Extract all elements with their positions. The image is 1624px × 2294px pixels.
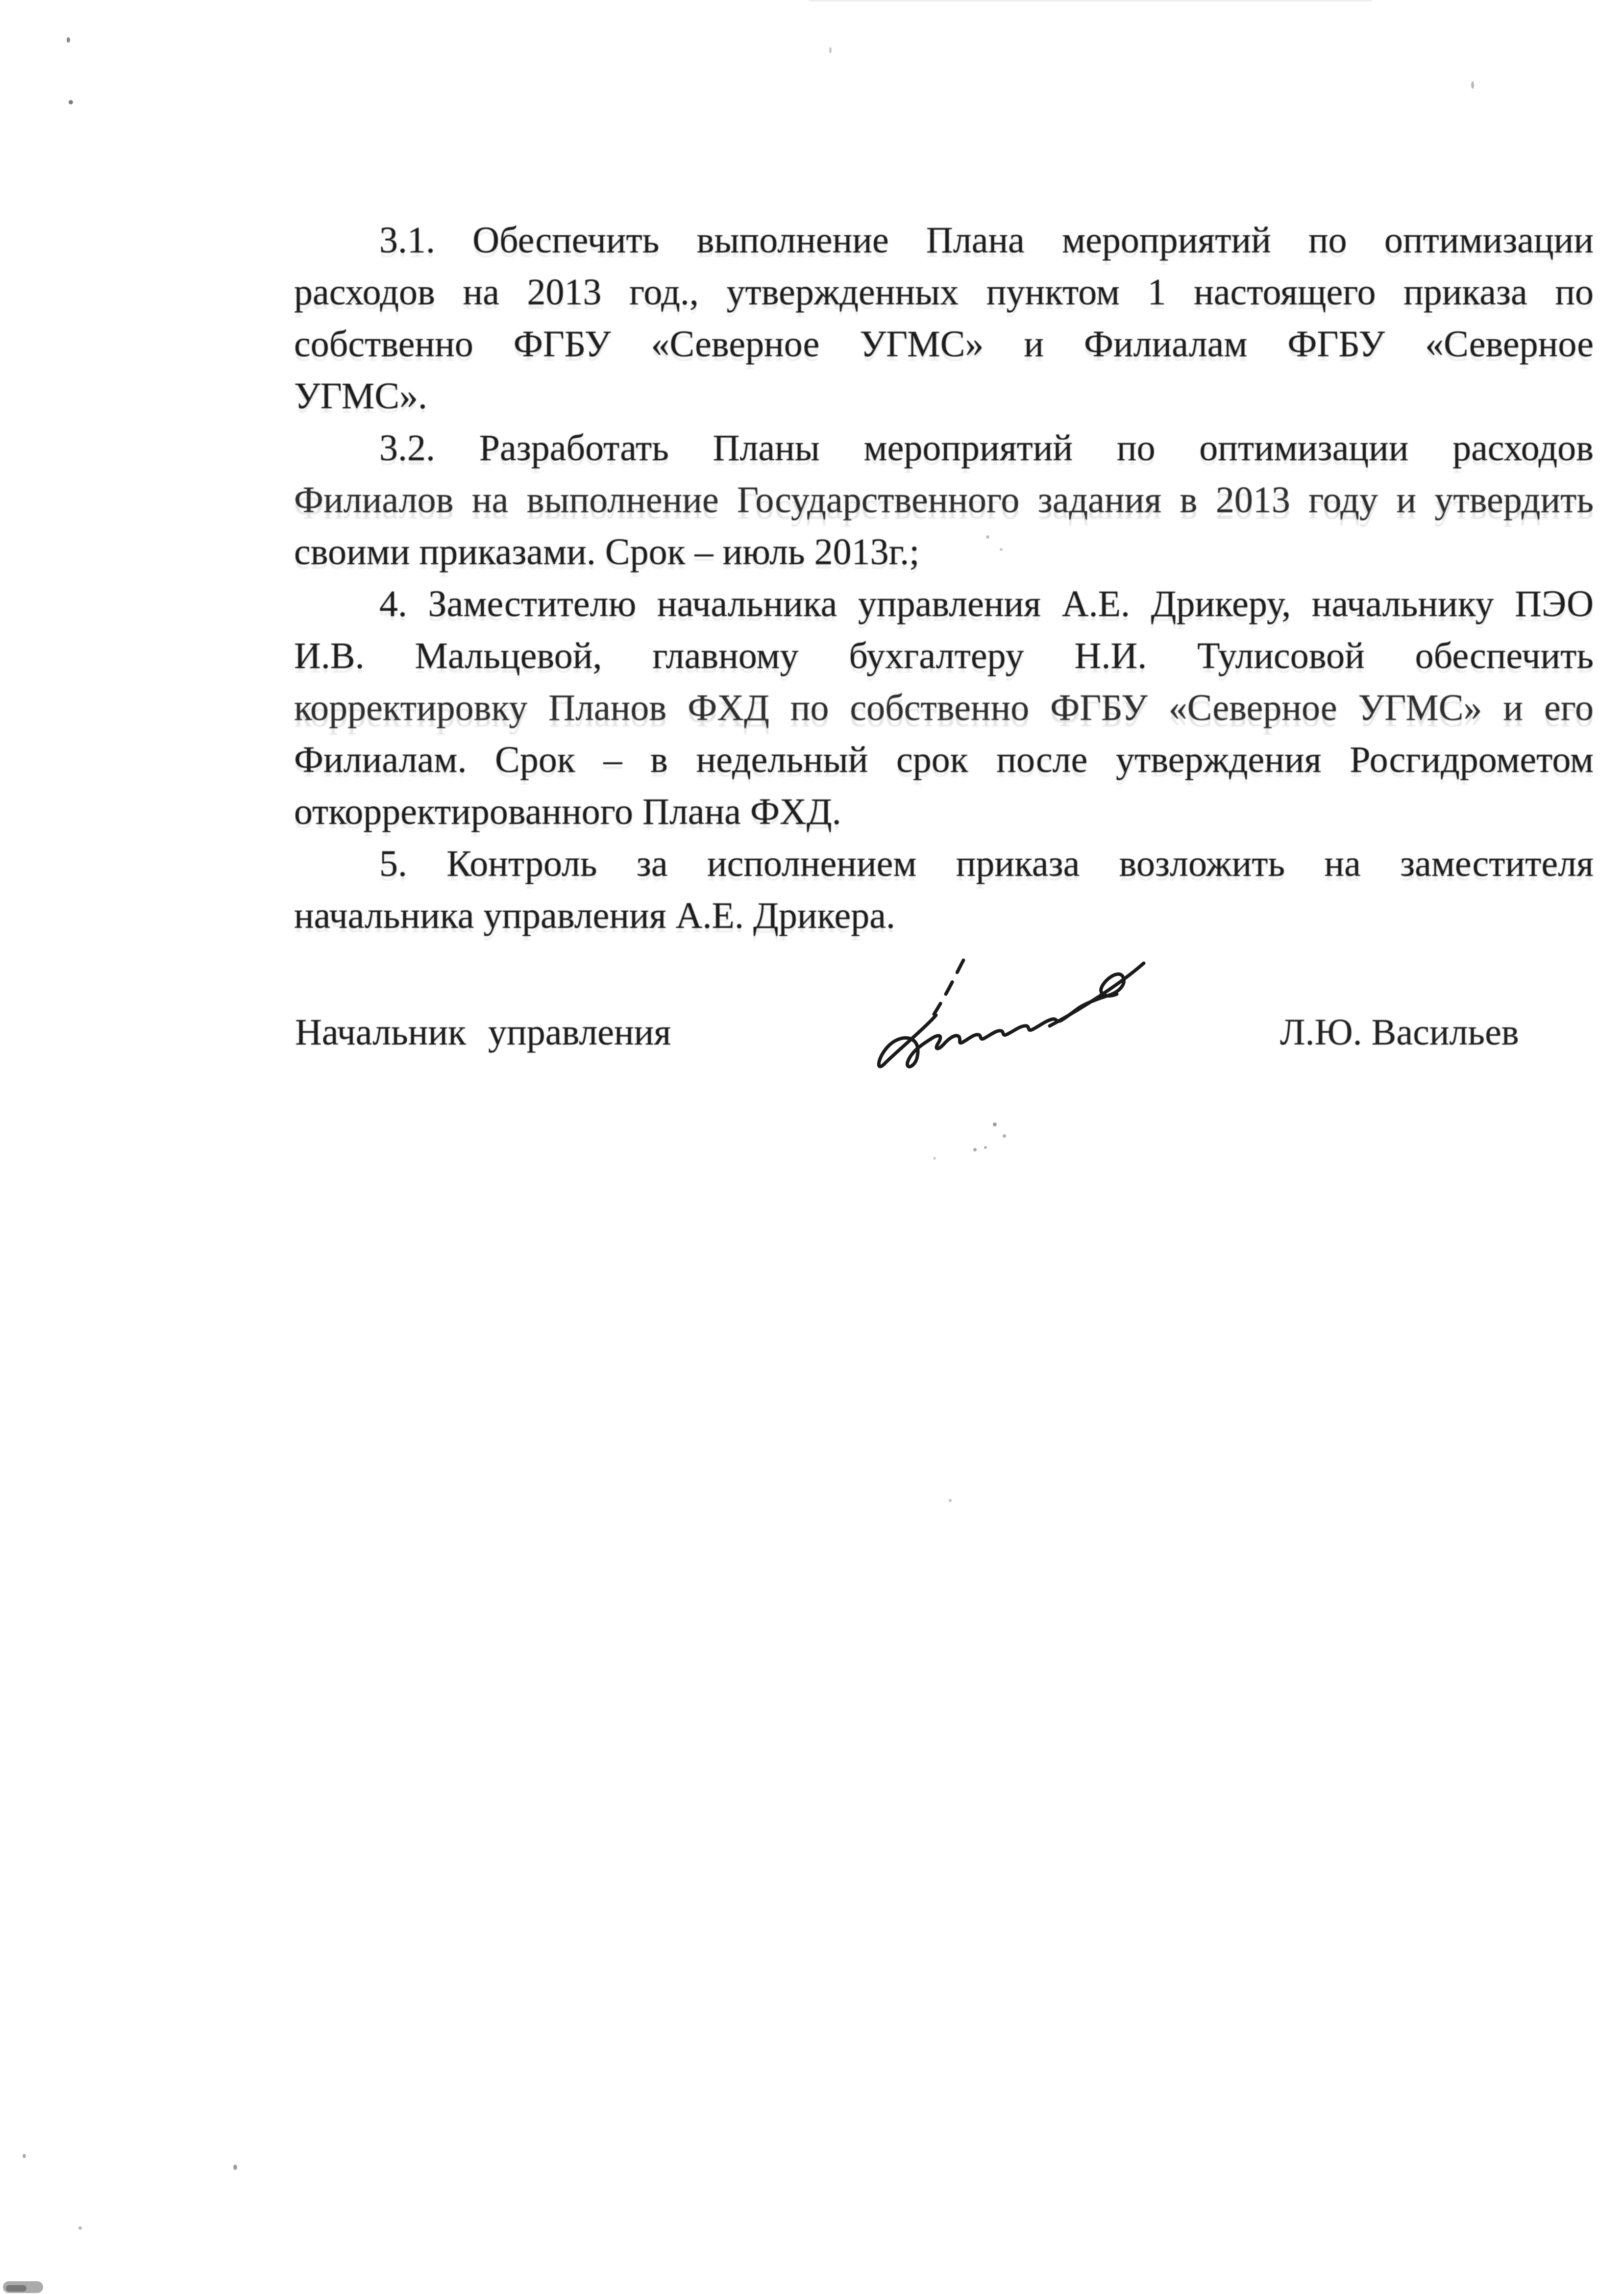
scan-speck [973,1148,977,1151]
text-line: 3.2. Разработать Планы мероприятий по оптимизации расходов [379,427,1594,469]
scan-speck [949,1499,952,1502]
signature-pen-lift-stroke [934,960,963,1014]
text-line: собственно ФГБУ «Северное УГМС» и Филиалам ФГБУ «Северное [294,324,1594,365]
scan-speck [1003,1134,1006,1138]
text-line: своими приказами. Срок – июль 2013г.; [294,531,920,573]
scan-speck [1471,81,1474,89]
text-line: Филиалам. Срок – в недельный срок после утверждения Росгидрометом [294,739,1594,780]
signer-name: Л.Ю. Васильев [1280,1012,1519,1053]
scan-speck [986,535,989,539]
paragraph-4 [294,578,1594,838]
signature-loop-stroke [1078,974,1124,1009]
text-line: 5. Контроль за исполнением приказа возложить на заместителя [379,843,1594,884]
scan-speck [67,37,70,43]
text-line: начальника управления А.Е. Дрикера. [294,895,895,936]
text-line: расходов на 2013 год., утвержденных пунктом 1 настоящего приказа по [294,272,1594,313]
scan-speck [78,2226,82,2230]
body-text [294,214,1594,942]
text-line: откорректированного Плана ФХД. [294,791,841,832]
text-line: 4. Заместителю начальника управления А.Е. Дрикеру, начальнику ПЭО [379,583,1594,624]
scan-speck [933,1157,936,1160]
scan-speck [984,1146,987,1149]
scan-edge-artifact [809,0,1372,1]
scan-speck [993,1122,997,1126]
scan-speck [233,2165,237,2170]
paragraph-5 [294,838,1594,942]
text-line: корректировку Планов ФХД по собственно ФГБУ «Северное УГМС» и его [294,687,1594,728]
text-line: 3.1. Обеспечить выполнение Плана мероприятий по оптимизации [379,220,1594,261]
scan-speck [829,47,832,53]
signature-flourish-stroke [1050,963,1144,1026]
text-line: Филиалов на выполнение Государственного задания в 2013 году и утвердить [294,479,1594,521]
scan-speck [69,100,73,104]
scan-speck [23,2154,26,2158]
paragraph-3-1 [294,214,1594,422]
text-line: УГМС». [294,375,428,417]
handwritten-signature [853,939,1166,1100]
scan-corner-smudge [6,2285,26,2292]
paragraph-3-2 [294,422,1594,578]
scan-speck [1000,548,1003,551]
text-line: И.В. Мальцевой, главному бухгалтеру Н.И. Тулисовой обеспечить [294,635,1594,676]
signer-role-label: Начальник управления [295,1012,671,1053]
signature-main-stroke [879,1009,1078,1067]
